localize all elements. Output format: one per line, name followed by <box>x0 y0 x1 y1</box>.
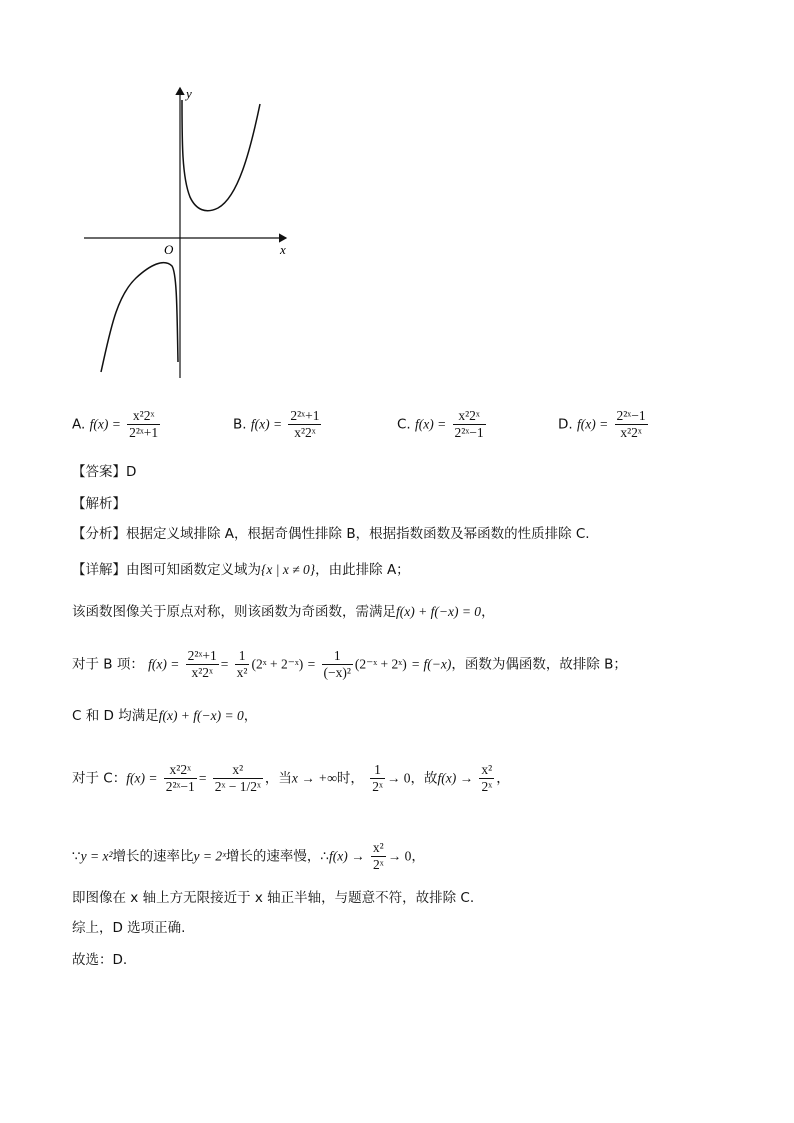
answer-tag: 【答案】 <box>72 464 126 480</box>
c-f3-num: 1 <box>370 762 385 779</box>
b-f3-den: (−x)² <box>323 665 351 680</box>
c-f1-num: x²2ˣ <box>164 762 197 779</box>
rate-t1: 增长的速率比 <box>112 848 194 865</box>
origin-label: O <box>164 242 174 257</box>
cd-text1: C 和 D 均满足 <box>72 708 159 724</box>
c-fx2: f(x) → <box>437 770 474 786</box>
answer-line <box>72 462 136 482</box>
c-f1-den: 2²ˣ−1 <box>165 779 195 794</box>
b-f2-den: x² <box>236 665 248 680</box>
b-paren1: (2ˣ + 2⁻ˣ) <box>251 656 304 672</box>
growth-rate-line <box>72 840 425 873</box>
xiangjie-line <box>72 560 410 580</box>
rate-arrow0: → 0 <box>387 848 412 864</box>
c-f2-num: x² <box>213 762 263 779</box>
analysis-tag-text: 【解析】 <box>72 496 126 512</box>
answer-value: D <box>126 464 137 480</box>
option-b-fraction <box>288 408 321 441</box>
b-eq-end: = f(−x) <box>411 656 452 672</box>
xiangjie-tag: 【详解】 <box>72 562 126 578</box>
option-b-label: B. <box>233 416 247 433</box>
cd-text2: ， <box>243 708 258 724</box>
option-a-fx: f(x) = <box>89 416 121 432</box>
rate-y1: y = x² <box>80 848 113 864</box>
option-c-num: x²2ˣ <box>453 408 486 425</box>
summary-text: 综上，D 选项正确. <box>72 920 186 936</box>
c-when: ，当 <box>264 770 292 787</box>
option-c-den: 2²ˣ−1 <box>454 425 484 440</box>
option-d-fx: f(x) = <box>576 416 609 432</box>
option-a-den: 2²ˣ+1 <box>129 425 159 440</box>
option-a-num: x²2ˣ <box>127 408 160 425</box>
b-f1-den: x²2ˣ <box>191 665 213 680</box>
c-fx: f(x) = <box>126 770 158 786</box>
c-fraction-2 <box>213 762 263 795</box>
c-fraction-3 <box>370 762 385 795</box>
domain-set: {x | x ≠ 0} <box>261 562 316 577</box>
c-fraction-4 <box>479 762 494 795</box>
option-a-fraction <box>127 408 160 441</box>
option-b-num: 2²ˣ+1 <box>290 408 320 423</box>
option-d-fraction <box>615 408 648 441</box>
graph-conclusion-line <box>72 888 474 908</box>
c-time: 时， <box>336 770 364 787</box>
c-arrow0: → 0 <box>386 770 411 786</box>
b-fraction-3 <box>322 648 353 681</box>
cd-expr: f(x) + f(−x) = 0 <box>158 708 244 723</box>
odd-text2: ， <box>481 604 495 620</box>
option-c[interactable] <box>397 408 488 441</box>
rate-fx: f(x) → <box>329 848 365 864</box>
option-b[interactable] <box>233 408 323 441</box>
final-answer-text: 故选：D. <box>72 952 128 968</box>
analysis-tag <box>72 494 126 514</box>
option-d-den: x²2ˣ <box>620 425 642 440</box>
xiangjie-text1: 由图可知函数定义域为 <box>126 562 261 578</box>
odd-function-line <box>72 602 495 622</box>
fenxi-text: 根据定义域排除 A，根据奇偶性排除 B，根据指数函数及幂函数的性质排除 C. <box>126 526 590 542</box>
rate-fraction <box>371 840 386 873</box>
rate-y2: y = 2ˣ <box>193 848 226 864</box>
final-answer-line <box>72 950 127 970</box>
option-a-label: A. <box>72 416 86 433</box>
xiangjie-text2: ，由此排除 A； <box>315 562 410 578</box>
y-axis-label: y <box>186 86 192 101</box>
option-c-analysis-line: 对于 C：f(x) = $\frac{\text{x²2ˣ}}{\text{2²ˣ−1}}$ = $\frac{\text{x²}}{\text{2ˣ − 1/2ˣ}}$ ，当x → +∞时， $\frac{1}{\text{2ˣ}}$ → 0，故f(x) → $\frac{\text{x²}}{\text{2ˣ}}$ ， <box>72 762 510 794</box>
option-c-fraction <box>453 408 486 441</box>
b-prefix: 对于 B 项： <box>72 656 144 673</box>
summary-line <box>72 918 185 938</box>
curve-right-branch <box>182 100 260 211</box>
rate-f-den: 2ˣ <box>373 857 384 872</box>
option-c-fx: f(x) = <box>415 416 447 432</box>
rate-t2: 增长的速率慢， <box>225 848 321 865</box>
option-b-den: x²2ˣ <box>294 425 316 440</box>
therefore-symbol: ∴ <box>320 848 330 865</box>
curve-left-branch <box>101 263 178 372</box>
fenxi-line <box>72 524 590 544</box>
x-axis-label: x <box>280 242 286 257</box>
rate-f-num: x² <box>372 840 384 855</box>
cd-line <box>72 706 257 726</box>
b-f3-num: 1 <box>322 648 353 665</box>
because-symbol: ∵ <box>72 848 81 865</box>
b-fraction-1 <box>186 648 219 681</box>
b-suffix: ，函数为偶函数，故排除 B； <box>451 656 627 673</box>
b-fraction-2 <box>235 648 250 681</box>
b-f1-num: 2²ˣ+1 <box>187 648 217 663</box>
option-d-num: 2²ˣ−1 <box>616 408 646 423</box>
b-fx: f(x) = <box>148 656 180 672</box>
option-b-fx: f(x) = <box>250 416 283 432</box>
option-b-analysis-line: 对于 B 项： f(x) = $\frac{\text{2²ˣ+1}}{\text{x²2ˣ}}$ = $\frac{1}{\text{x²}}$ (2ˣ + 2⁻ˣ) = $\frac{1}{\text{(−x)²}}$ (2⁻ˣ + 2ˣ) = f(−x)，函数为偶函数，故排除 B； <box>72 648 627 680</box>
c-f4-num: x² <box>481 762 493 777</box>
odd-text1: 该函数图像关于原点对称，则该函数为奇函数，需满足 <box>72 604 396 620</box>
c-f2-den: 2ˣ − 1/2ˣ <box>214 779 261 794</box>
graph-conclusion-text: 即图像在 x 轴上方无限接近于 x 轴正半轴，与题意不符，故排除 C. <box>72 890 475 906</box>
c-end: ， <box>496 770 510 787</box>
option-c-label: C. <box>397 416 411 433</box>
option-d[interactable] <box>558 408 650 441</box>
c-gu: ，故 <box>410 770 438 787</box>
c-cond: x → +∞ <box>291 770 337 786</box>
b-f2-num: 1 <box>235 648 250 665</box>
fenxi-tag: 【分析】 <box>72 526 126 542</box>
rate-end: ， <box>411 848 425 865</box>
c-f4-den: 2ˣ <box>481 779 493 794</box>
function-graph <box>78 82 308 382</box>
b-paren2: (2⁻ˣ + 2ˣ) <box>354 656 407 672</box>
option-a[interactable] <box>72 408 162 441</box>
c-f3-den: 2ˣ <box>372 779 383 794</box>
c-prefix: 对于 C： <box>72 770 127 787</box>
c-fraction-1 <box>164 762 197 795</box>
odd-expr: f(x) + f(−x) = 0 <box>396 604 482 619</box>
option-d-label: D. <box>558 416 573 433</box>
